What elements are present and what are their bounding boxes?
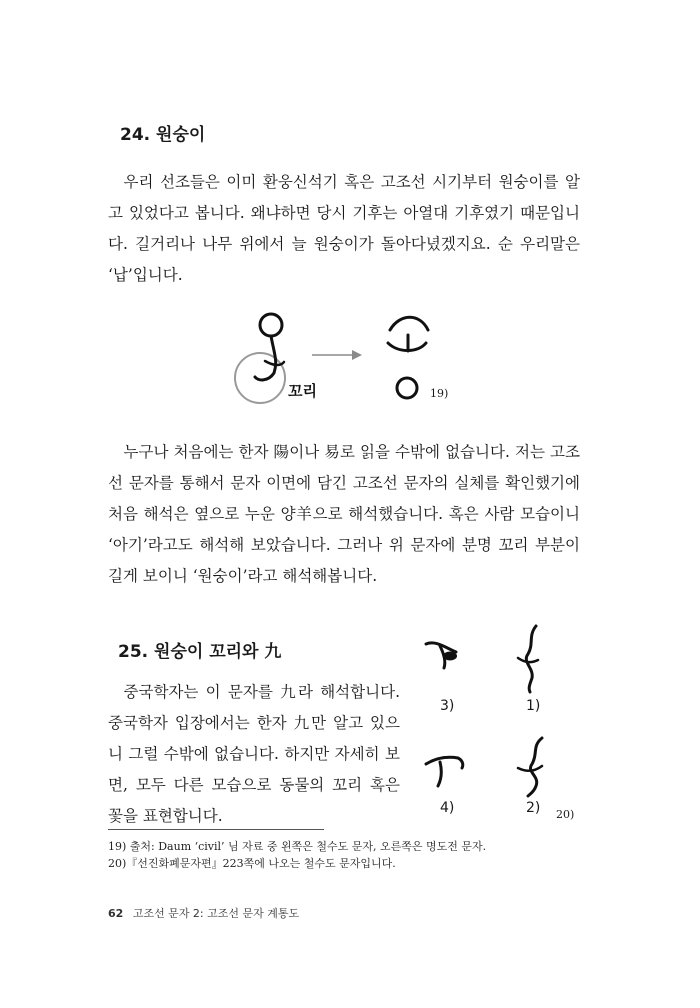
glyph-label-1: 1) bbox=[526, 698, 541, 714]
section-25-paragraph: 중국학자는 이 문자를 九라 해석합니다. 중국학자 입장에서는 한자 九만 알고 있으니 그럴 수밖에 없습니다. 하지만 자세히 보면, 모두 다른 모습으로 동물의 꼬리 혹은 꽃을 표현합니다. bbox=[108, 683, 400, 825]
monkey-glyph-drawing bbox=[230, 305, 490, 415]
page-number: 62 bbox=[108, 907, 124, 920]
tail-glyphs-figure bbox=[418, 618, 588, 826]
tail-label: 꼬리 bbox=[288, 382, 317, 400]
page-footer bbox=[108, 905, 299, 921]
footnote-ref-20: 20) bbox=[556, 808, 575, 821]
running-title: 고조선 문자 2: 고조선 문자 계통도 bbox=[132, 907, 300, 920]
glyph-label-2: 2) bbox=[526, 800, 541, 816]
section-25-heading: 25. 원숭이 꼬리와 九 bbox=[118, 642, 282, 662]
monkey-glyph-figure bbox=[230, 305, 490, 415]
footnote-19: 19) 출처: Daum ‘civil’ 님 자료 중 왼쪽은 철수도 문자, 오른쪽은 명도전 문자. bbox=[108, 840, 487, 853]
glyph-label-3: 3) bbox=[440, 698, 455, 714]
footnotes bbox=[108, 838, 588, 872]
section-24-heading: 24. 원숭이 bbox=[120, 125, 206, 145]
footnote-divider bbox=[108, 829, 324, 830]
section-24-paragraph-1: 우리 선조들은 이미 환웅신석기 혹은 고조선 시기부터 원숭이를 알고 있었다고 봅니다. 왜냐하면 당시 기후는 아열대 기후였기 때문입니다. 길거리나 나무 위에서 늘 원숭이가 돌아다녔겠지요. 순 우리말은 ‘납’입니다. bbox=[108, 173, 580, 284]
tail-glyphs-drawing bbox=[418, 618, 588, 826]
footnote-20: 20)『선진화폐문자편』223쪽에 나오는 철수도 문자입니다. bbox=[108, 857, 396, 870]
glyph-label-4: 4) bbox=[440, 800, 455, 816]
section-24-paragraph-2: 누구나 처음에는 한자 陽이나 易로 읽을 수밖에 없습니다. 저는 고조선 문자를 통해서 문자 이면에 담긴 고조선 문자의 실체를 확인했기에 처음 해석은 옆으로 누운 양羊으로 해석했습니다. 혹은 사람 모습이니 ‘아기’라고도 해석해 보았습니다. 그러나 위 문자에 분명 꼬리 부분이 길게 보이니 ‘원숭이’라고 해석해봅니다. bbox=[108, 443, 580, 585]
footnote-ref-19: 19) bbox=[430, 387, 449, 400]
